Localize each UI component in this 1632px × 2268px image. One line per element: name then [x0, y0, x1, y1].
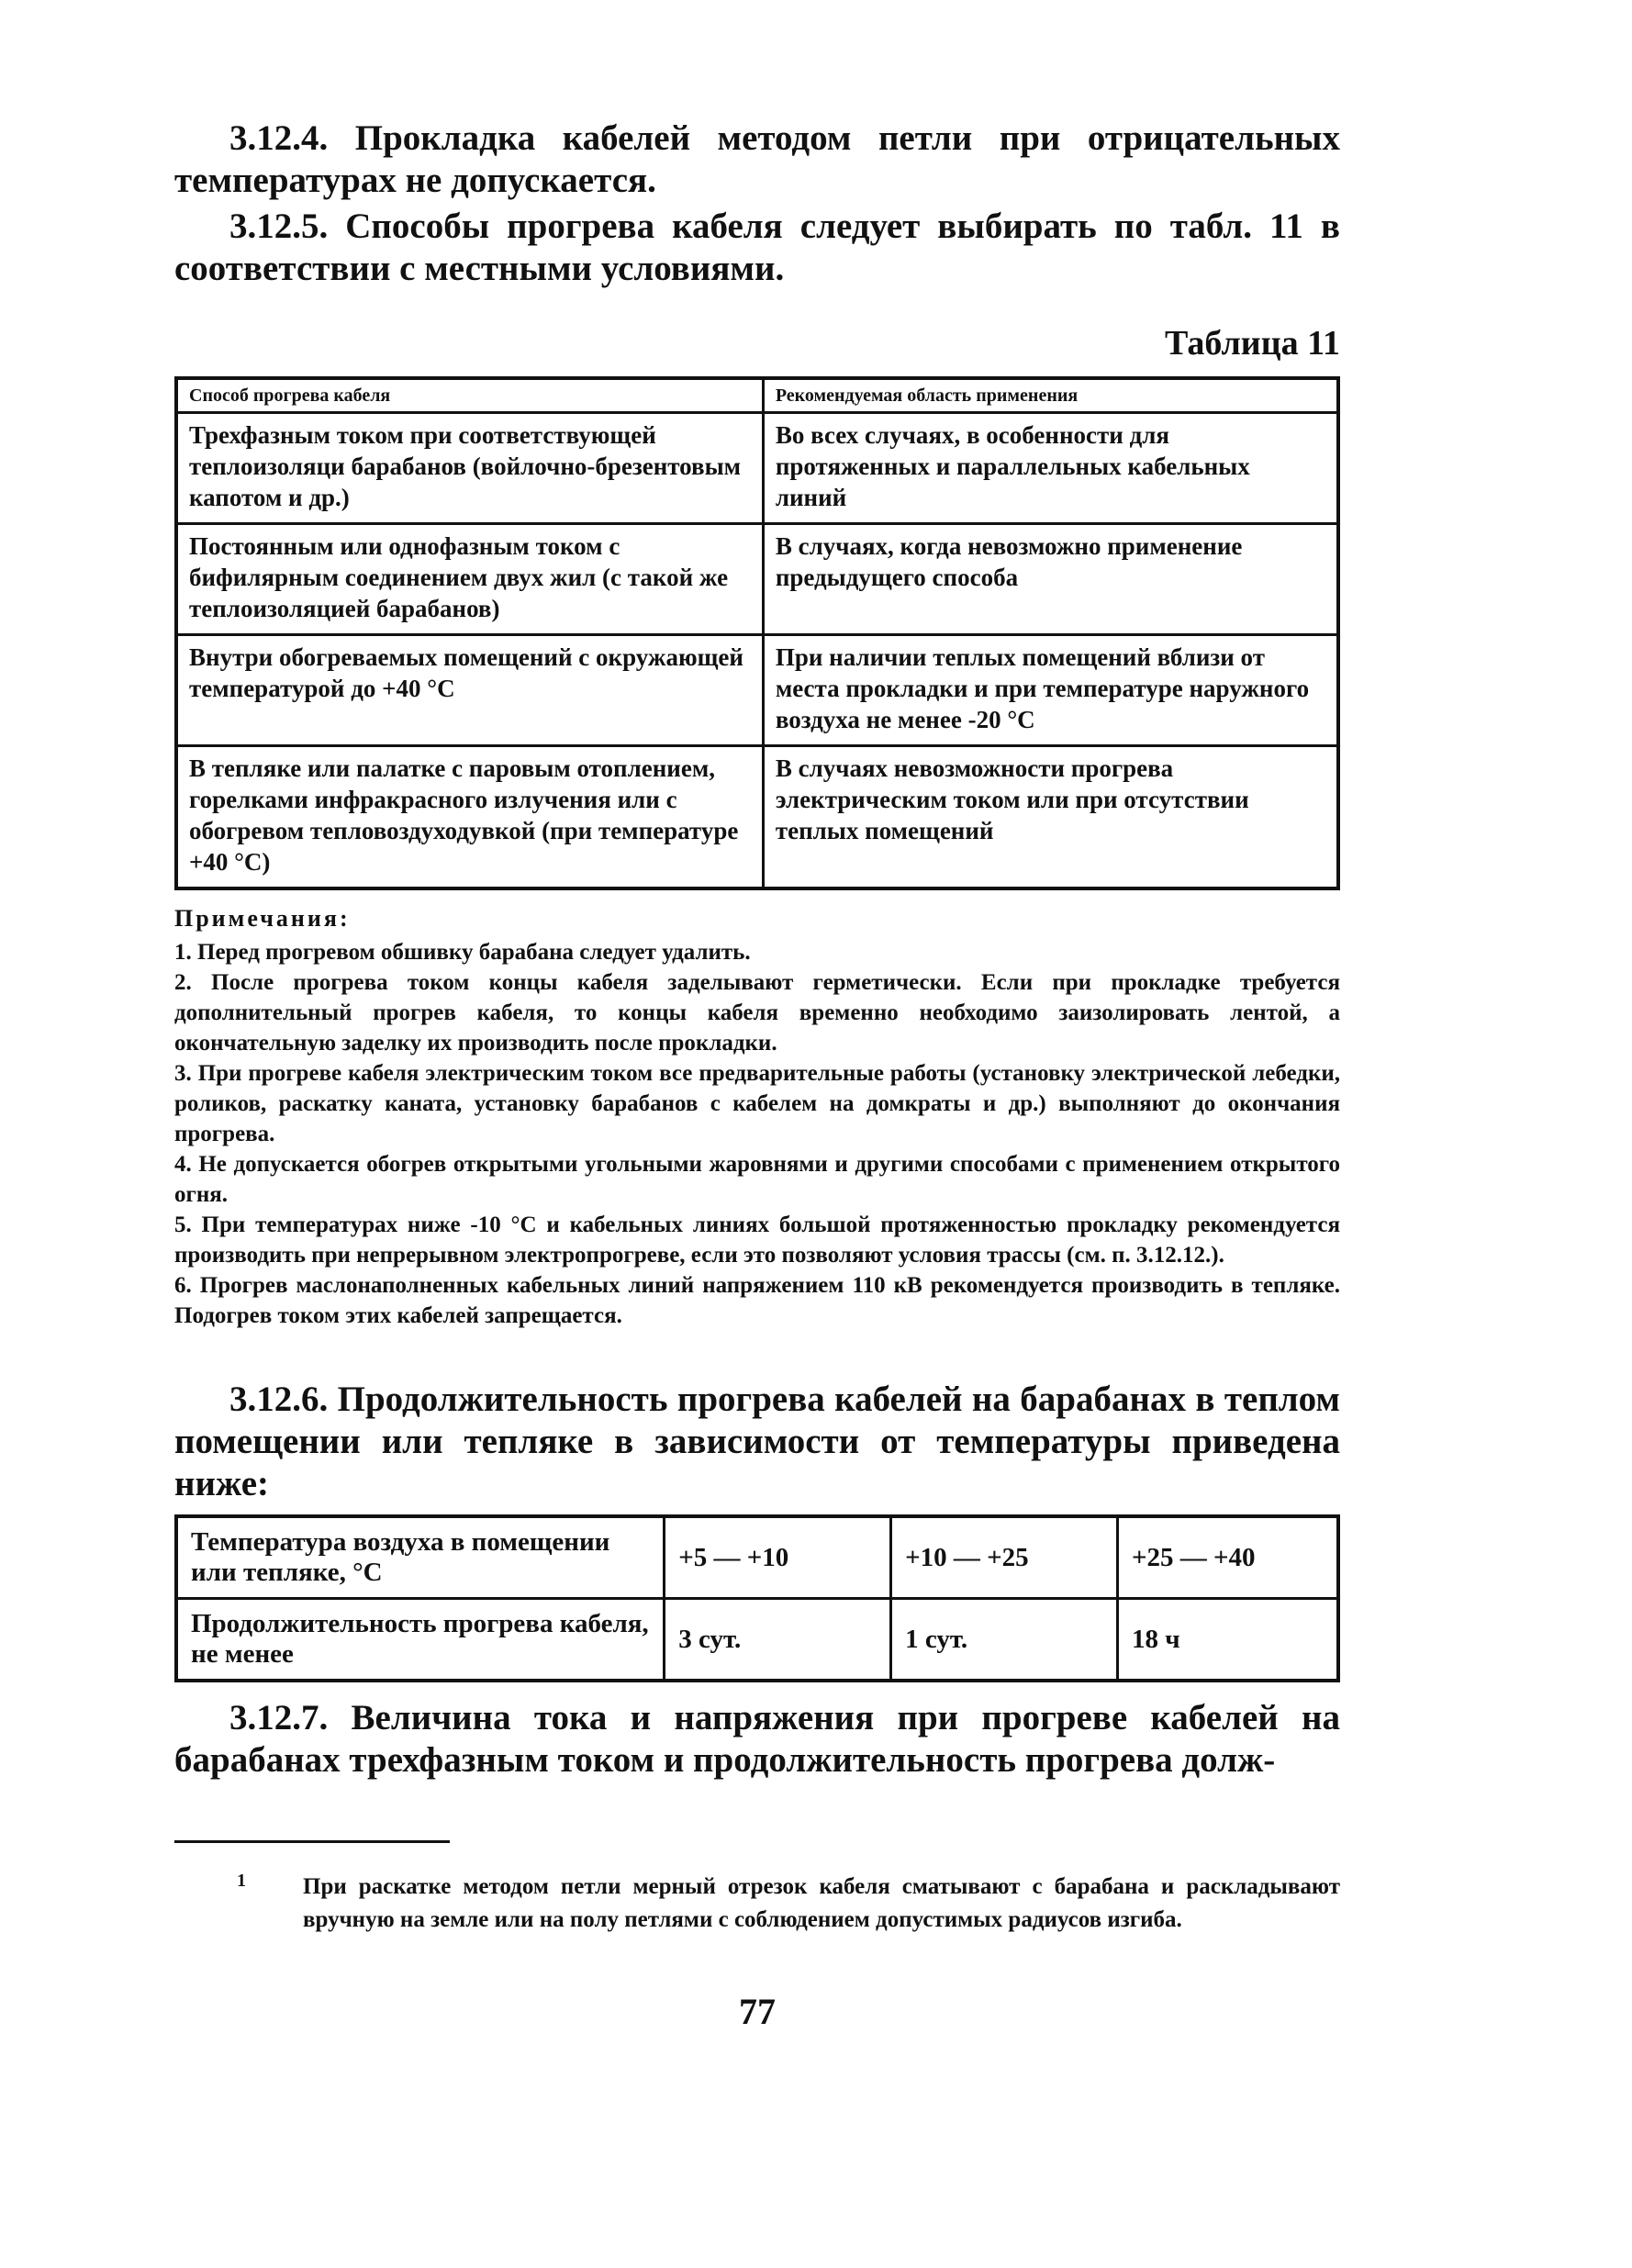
table-cell: Температура воздуха в помещении или тепляке, °С [176, 1516, 665, 1599]
note-item: 4. Не допускается обогрев открытыми угольными жаровнями и другими способами с применением открытого огня. [174, 1152, 1340, 1207]
note-item: 6. Прогрев маслонаполненных кабельных линий напряжением 110 кВ рекомендуется производить в тепляке. Подогрев током этих кабелей запрещается. [174, 1273, 1340, 1328]
footnote-mark: 1 [237, 1871, 246, 1891]
table-cell: +10 — +25 [891, 1516, 1118, 1599]
table-cell: В случаях, когда невозможно применение предыдущего способа [763, 524, 1338, 635]
table-11-header-application: Рекомендуемая область применения [763, 378, 1338, 413]
table-cell: 3 сут. [665, 1599, 891, 1681]
footnote-divider [174, 1840, 450, 1843]
paragraph-3-12-4: 3.12.4. Прокладка кабелей методом петли при отрицательных температурах не допускается. [174, 118, 1340, 200]
table-cell: 18 ч [1117, 1599, 1338, 1681]
paragraph-3-12-7: 3.12.7. Величина тока и напряжения при прогреве кабелей на барабанах трехфазным током и продолжительность прогрева долж- [174, 1698, 1340, 1780]
notes-block [174, 903, 1340, 1331]
table-cell: +25 — +40 [1117, 1516, 1338, 1599]
note-item: 1. Перед прогревом обшивку барабана следует удалить. [174, 940, 751, 965]
table-cell: Постоянным или однофазным током с бифилярным соединением двух жил (с такой же теплоизоляцией барабанов) [176, 524, 763, 635]
table-cell: Во всех случаях, в особенности для протяженных и параллельных кабельных линий [763, 413, 1338, 524]
table-row [176, 635, 1338, 746]
table-row [176, 1516, 1338, 1599]
table-row [176, 524, 1338, 635]
heating-duration-table [174, 1514, 1340, 1682]
table-cell: В тепляке или палатке с паровым отоплением, горелками инфракрасного излучения или с обогревом тепловоздуходувкой (при температуре +40 °С) [176, 746, 763, 889]
table-11-header-method: Способ прогрева кабеля [176, 378, 763, 413]
footnote [174, 1871, 1340, 1937]
page-number: 77 [739, 1991, 776, 2032]
table-cell: Внутри обогреваемых помещений с окружающей температурой до +40 °С [176, 635, 763, 746]
document-page [174, 117, 1340, 2033]
table-cell: Продолжительность прогрева кабеля, не менее [176, 1599, 665, 1681]
paragraph-3-12-6: 3.12.6. Продолжительность прогрева кабелей на барабанах в теплом помещении или тепляке в зависимости от температуры приведена ниже: [174, 1380, 1340, 1503]
table-row [176, 1599, 1338, 1681]
table-11-caption: Таблица 11 [1165, 324, 1340, 363]
table-cell: Трехфазным током при соответствующей теплоизоляци барабанов (войлочно-брезентовым капотом и др.) [176, 413, 763, 524]
note-item: 5. При температурах ниже -10 °С и кабельных линиях большой протяженностью прокладку рекомендуется производить при непрерывном электропрогреве, если это позволяют условия трассы (см. п. 3.12.12.). [174, 1212, 1340, 1268]
table-cell: В случаях невозможности прогрева электрическим током или при отсутствии теплых помещений [763, 746, 1338, 889]
table-row [176, 746, 1338, 889]
table-cell: +5 — +10 [665, 1516, 891, 1599]
footnote-text: При раскатке методом петли мерный отрезок кабеля сматывают с барабана и раскладывают вручную на земле или на полу петлями с соблюдением допустимых радиусов изгиба. [303, 1874, 1340, 1932]
table-cell: При наличии теплых помещений вблизи от места прокладки и при температуре наружного воздуха не менее -20 °С [763, 635, 1338, 746]
table-row [176, 413, 1338, 524]
notes-title: Примечания: [174, 905, 351, 932]
paragraph-3-12-5: 3.12.5. Способы прогрева кабеля следует выбирать по табл. 11 в соответствии с местными условиями. [174, 207, 1340, 288]
note-item: 2. После прогрева током концы кабеля заделывают герметически. Если при прокладке требуется дополнительный прогрев кабеля, то концы кабеля временно необходимо заизолировать лентой, а окончательную заделку их производить после прокладки. [174, 970, 1340, 1056]
note-item: 3. При прогреве кабеля электрическим током все предварительные работы (установку электрической лебедки, роликов, раскатку каната, установку барабанов с кабелем на домкраты и др.) выполняют до окончания прогрева. [174, 1061, 1340, 1146]
table-11 [174, 376, 1340, 890]
table-cell: 1 сут. [891, 1599, 1118, 1681]
table-11-header-row [176, 378, 1338, 413]
